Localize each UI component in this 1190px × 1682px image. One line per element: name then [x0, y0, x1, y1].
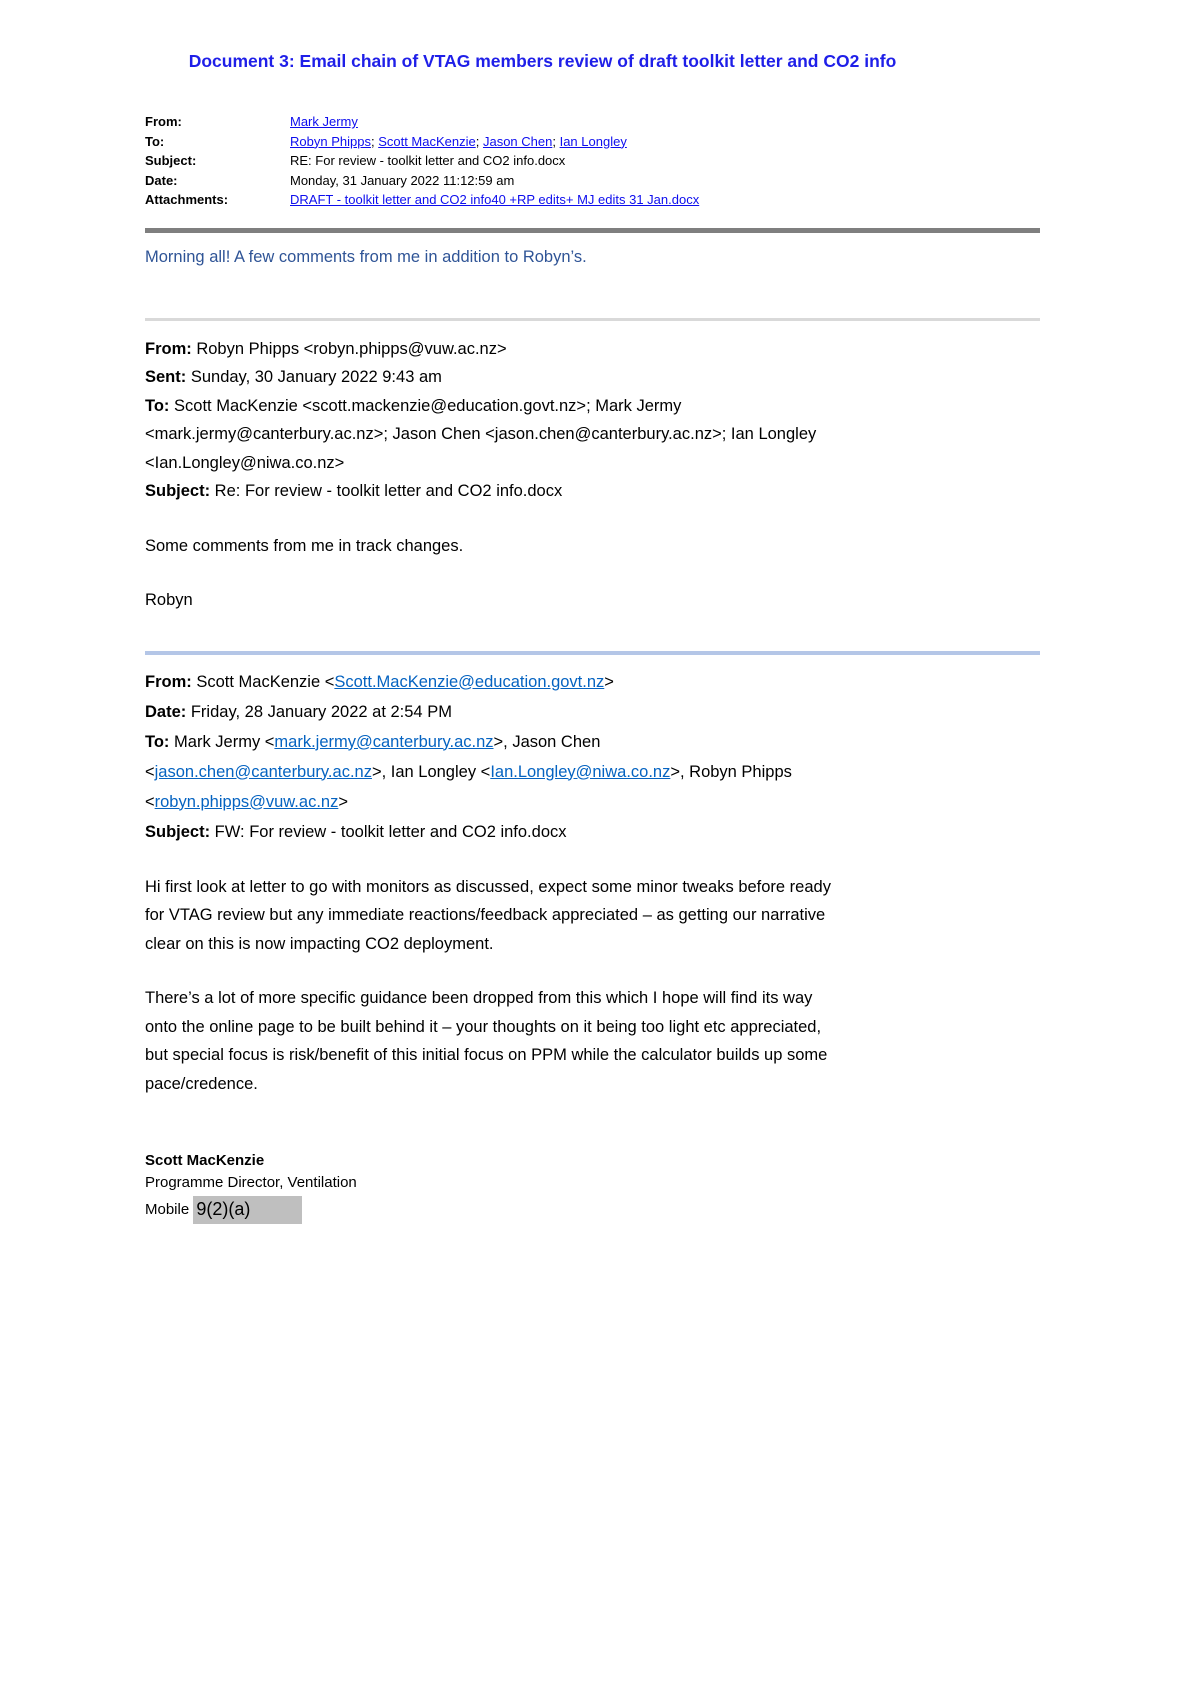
msg2-from-value: Robyn Phipps <robyn.phipps@vuw.ac.nz> [191, 339, 507, 358]
email-link-scott-mackenzie[interactable]: Scott.MacKenzie@education.govt.nz [334, 672, 605, 691]
msg2-body: Some comments from me in track changes. [145, 536, 464, 555]
signature-job-title: Programme Director, Ventilation [145, 1174, 357, 1191]
email-link-ian-longley[interactable]: Ian.Longley@niwa.co.nz [490, 762, 671, 781]
recipient-link-robyn-phipps[interactable]: Robyn Phipps [290, 133, 371, 149]
divider-blue [145, 651, 1040, 655]
msg3-to-pre2: < [145, 762, 155, 781]
msg3-to-pre1: Mark Jermy < [169, 732, 275, 751]
email-link-robyn-phipps[interactable]: robyn.phipps@vuw.ac.nz [154, 792, 339, 811]
redaction-box: 9(2)(a) [193, 1196, 302, 1224]
from-label: From: [145, 114, 182, 129]
to-label: To: [145, 133, 165, 149]
recipient-separator: ; [552, 133, 560, 149]
msg2-sent-value: Sunday, 30 January 2022 9:43 am [186, 368, 442, 386]
intro-message: Morning all! A few comments from me in addition to Robyn’s. [145, 247, 587, 266]
email-link-mark-jermy[interactable]: mark.jermy@canterbury.ac.nz [274, 732, 494, 751]
msg3-para2-line4: pace/credence. [145, 1074, 258, 1093]
signature-mobile-line [145, 1196, 1040, 1224]
msg3-from-line [145, 667, 1040, 697]
msg3-para1-line2: for VTAG review but any immediate reactions/feedback appreciated – as getting our narrative [145, 906, 826, 924]
recipient-separator: ; [370, 133, 379, 149]
subject-value: RE: For review - toolkit letter and CO2 info.docx [290, 153, 566, 168]
msg3-to-post2: >, Robyn Phipps [670, 762, 792, 781]
msg2-sent-label: Sent: [145, 368, 187, 386]
msg3-paragraph-1 [145, 873, 1040, 959]
msg3-para2-line3: but special focus is risk/benefit of this initial focus on PPM while the calculator builds up some [145, 1046, 828, 1064]
msg2-to-value-line3: <Ian.Longley@niwa.co.nz> [145, 453, 345, 472]
email-link-jason-chen[interactable]: jason.chen@canterbury.ac.nz [154, 762, 372, 781]
header-row-date [145, 171, 1040, 191]
subject-label: Subject: [145, 153, 197, 168]
msg3-to-post3: > [338, 792, 348, 811]
from-value [290, 112, 1040, 132]
header-row-to [145, 132, 1040, 152]
msg3-paragraph-2 [145, 984, 1040, 1098]
msg2-to-line [145, 392, 1040, 478]
msg3-subject-line [145, 817, 1040, 847]
msg2-signoff: Robyn [145, 591, 193, 609]
msg3-subject-label: Subject: [145, 822, 211, 841]
divider-dark [145, 228, 1040, 233]
msg3-date-label: Date: [145, 702, 187, 721]
recipient-separator: ; [475, 133, 483, 149]
msg3-to-label: To: [145, 732, 170, 751]
msg3-from-pre: Scott MacKenzie < [191, 672, 335, 691]
msg3-to-mid2: >, Ian Longley < [371, 762, 491, 781]
msg3-from-label: From: [145, 672, 192, 691]
msg2-from-label: From: [145, 339, 192, 358]
msg2-subject-label: Subject: [145, 482, 211, 500]
header-row-attachments [145, 190, 1040, 210]
recipient-link-ian-longley[interactable]: Ian Longley [559, 133, 627, 149]
signature-name: Scott MacKenzie [145, 1152, 265, 1169]
attachments-value [290, 190, 1040, 210]
msg2-subject-value: Re: For review - toolkit letter and CO2 info.docx [210, 482, 563, 500]
header-row-from [145, 112, 1040, 132]
mobile-label: Mobile [145, 1200, 194, 1218]
sender-link-mark-jermy[interactable]: Mark Jermy [290, 114, 358, 129]
msg2-from-line [145, 335, 1040, 364]
recipient-link-jason-chen[interactable]: Jason Chen [482, 133, 553, 149]
msg3-to-pre3: < [145, 792, 155, 811]
quoted-message-robyn [145, 335, 1040, 615]
msg3-to-line [145, 727, 1040, 817]
recipient-link-scott-mackenzie[interactable]: Scott MacKenzie [378, 133, 476, 149]
quoted-message-scott [145, 667, 1040, 1099]
header-row-subject [145, 151, 1040, 171]
msg2-to-value-line2: <mark.jermy@canterbury.ac.nz>; Jason Chen <jason.chen@canterbury.ac.nz>; Ian Longley [145, 425, 817, 443]
to-value [290, 132, 1040, 152]
msg3-subject-value: FW: For review - toolkit letter and CO2 info.docx [210, 822, 567, 841]
msg3-to-post1: >, Jason Chen [493, 732, 601, 751]
page-title: Document 3: Email chain of VTAG members review of draft toolkit letter and CO2 info [188, 51, 897, 71]
msg3-date-line [145, 697, 1040, 727]
msg2-to-value-line1: Scott MacKenzie <scott.mackenzie@education.govt.nz>; Mark Jermy [169, 396, 682, 415]
msg3-para1-line3: clear on this is now impacting CO2 deployment. [145, 934, 494, 953]
msg3-para2-line1: There’s a lot of more specific guidance been dropped from this which I hope will find its way [145, 989, 813, 1007]
msg3-date-value: Friday, 28 January 2022 at 2:54 PM [186, 702, 452, 721]
msg2-subject-line [145, 477, 1040, 506]
signature-block [145, 1150, 1040, 1224]
msg3-para1-line1: Hi first look at letter to go with monitors as discussed, expect some minor tweaks before ready [145, 877, 831, 896]
email-header-block [145, 112, 1040, 210]
msg3-from-post: > [604, 672, 614, 691]
date-label: Date: [145, 172, 178, 188]
msg2-to-label: To: [145, 396, 170, 415]
msg2-sent-line [145, 363, 1040, 392]
attachments-label: Attachments: [145, 192, 229, 207]
date-value: Monday, 31 January 2022 11:12:59 am [290, 172, 515, 188]
divider-light [145, 318, 1040, 321]
msg3-para2-line2: onto the online page to be built behind it – your thoughts on it being too light etc appreciated, [145, 1017, 822, 1036]
attachment-link-draft-docx[interactable]: DRAFT - toolkit letter and CO2 info40 +RP edits+ MJ edits 31 Jan.docx [290, 192, 700, 207]
